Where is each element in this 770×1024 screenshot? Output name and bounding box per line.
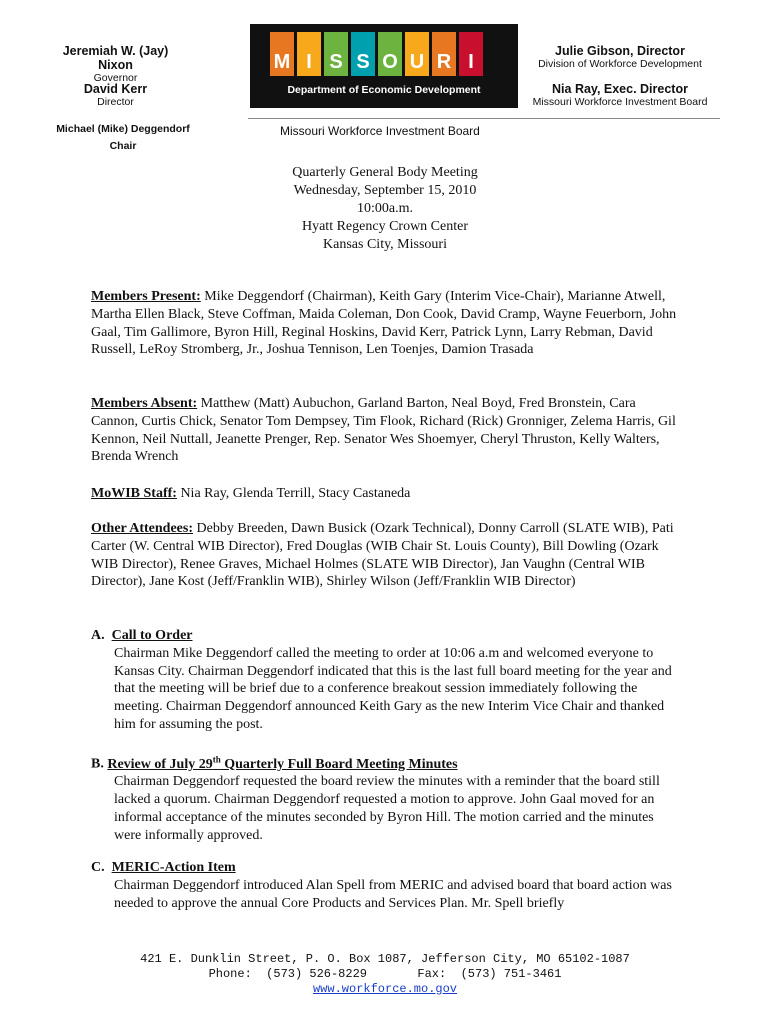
logo-letter-bar: U — [405, 32, 429, 76]
footer — [0, 952, 770, 997]
division-director-name: Julie Gibson, Director — [555, 44, 685, 58]
mowib-staff-list: Nia Ray, Glenda Terrill, Stacy Castaneda — [176, 486, 411, 501]
letterhead-rule — [248, 118, 720, 119]
section-a-heading — [91, 627, 681, 645]
section-c-title: MERIC-Action Item — [111, 860, 236, 875]
meeting-date: Wednesday, September 15, 2010 — [293, 183, 477, 198]
logo-letter-bar: I — [459, 32, 483, 76]
division-director-block — [520, 44, 720, 70]
other-attendees-list: Debby Breeden, Dawn Busick (Ozark Technical), Donny Carroll (SLATE WIB), Pati Carter (W. Central WIB Director), Fred Douglas (WIB Chair St. Louis County), Bill Dowling (Ozark WIB Director), Renee Graves, Michael Holmes (SLATE WIB Director), Jan Vaughn (Central WIB Director), Jane Kost (Jeff/Franklin WIB), Shirley Wilson (Jeff/Franklin WIB Director) — [91, 521, 674, 590]
section-b-title-post: Quarterly Full Board Meeting Minutes — [220, 756, 458, 772]
logo-letter-bar: M — [270, 32, 294, 76]
chair-block — [48, 123, 198, 152]
section-b-title-sup: th — [212, 754, 221, 764]
director-name: David Kerr — [83, 82, 148, 96]
section-a-title: Call to Order — [111, 628, 193, 643]
director-title: Director — [97, 96, 134, 108]
footer-website-link[interactable]: www.workforce.mo.gov — [312, 982, 458, 996]
section-c-heading — [91, 859, 681, 877]
section-b — [91, 751, 681, 845]
director-block — [48, 82, 183, 108]
footer-phone-fax: Phone: (573) 526-8229 Fax: (573) 751-3461 — [208, 967, 562, 981]
logo-letter-bars — [270, 32, 483, 76]
chair-title: Chair — [109, 140, 137, 152]
members-absent-list: Matthew (Matt) Aubuchon, Garland Barton, Neal Boyd, Fred Bronstein, Cara Cannon, Curtis Chick, Senator Tom Dempsey, Tim Flook, Richard (Rick) Gronniger, Zelema Harris, Gil Kennon, Neil Nuttall, Jeanette Prenger, Rep. Senator Wes Shoemyer, Cheryl Thruston, Kelly Walters, Brenda Wrench — [91, 396, 676, 465]
section-a-body: Chairman Mike Deggendorf called the meeting to order at 10:06 a.m and welcomed everyone to Kansas City. Chairman Deggendorf indicated that this is the last full board meeting for the year and that the meeting will be brief due to a conference breakout session immediately following the meeting. Chairman Deggendorf announced Keith Gary as the new Interim Vice Chair and thanked him for assuming the post. — [114, 645, 672, 732]
section-a — [91, 627, 681, 734]
section-b-body: Chairman Deggendorf requested the board review the minutes with a reminder that the board still lacked a quorum. Chairman Deggendorf requested a motion to approve. John Gaal moved for an informal acceptance of the minutes seconded by Byron Hill. The motion carried and the minutes were informally approved. — [114, 774, 660, 843]
exec-director-name: Nia Ray, Exec. Director — [552, 82, 688, 96]
other-attendees — [91, 520, 681, 591]
chair-name: Michael (Mike) Deggendorf — [56, 123, 190, 135]
logo-letter-bar: R — [432, 32, 456, 76]
governor-title: Governor — [93, 72, 138, 84]
logo-letter-bar: S — [351, 32, 375, 76]
section-a-letter: A. — [91, 628, 105, 643]
logo-letter-bar: I — [297, 32, 321, 76]
board-name: Missouri Workforce Investment Board — [280, 124, 480, 138]
section-c — [91, 859, 681, 912]
governor-block — [48, 44, 183, 84]
logo-department-text: Department of Economic Development — [287, 84, 481, 96]
section-b-letter: B. — [91, 756, 104, 772]
members-absent — [91, 395, 681, 466]
other-attendees-label: Other Attendees: — [91, 521, 193, 536]
footer-address: 421 E. Dunklin Street, P. O. Box 1087, Jefferson City, MO 65102-1087 — [140, 952, 630, 966]
governor-name: Jeremiah W. (Jay) Nixon — [62, 44, 169, 72]
section-b-heading — [91, 751, 681, 773]
meeting-city: Kansas City, Missouri — [323, 237, 447, 252]
members-present-label: Members Present: — [91, 289, 201, 304]
meeting-header — [200, 164, 570, 254]
meeting-title: Quarterly General Body Meeting — [292, 165, 478, 180]
members-present — [91, 288, 681, 359]
members-present-list: Mike Deggendorf (Chairman), Keith Gary (Interim Vice-Chair), Marianne Atwell, Martha Ellen Black, Steve Coffman, Maida Coleman, Don Cook, David Cramp, Wayne Feuerborn, John Gaal, Tim Gallimore, Byron Hill, Reginal Hoskins, David Kerr, Patrick Lynn, Larry Rebman, David Russell, LeRoy Stromberg, Jr., Joshua Tennison, Len Toenjes, Damion Trasada — [91, 289, 677, 358]
mowib-staff-label: MoWIB Staff: — [91, 486, 177, 501]
members-absent-label: Members Absent: — [91, 396, 198, 411]
section-b-title-pre: Review of July 29 — [107, 756, 213, 772]
meeting-time: 10:00a.m. — [357, 201, 413, 216]
section-c-letter: C. — [91, 860, 105, 875]
logo-letter-bar: S — [324, 32, 348, 76]
board-title: Missouri Workforce Investment Board — [532, 96, 708, 108]
missouri-ded-logo — [250, 24, 518, 108]
logo-letter-bar: O — [378, 32, 402, 76]
division-name: Division of Workforce Development — [538, 58, 702, 70]
meeting-venue: Hyatt Regency Crown Center — [301, 219, 468, 234]
exec-director-block — [520, 82, 720, 108]
section-c-body: Chairman Deggendorf introduced Alan Spell from MERIC and advised board that board action was needed to approve the annual Core Products and Services Plan. Mr. Spell briefly — [114, 877, 672, 911]
mowib-staff — [91, 485, 681, 503]
